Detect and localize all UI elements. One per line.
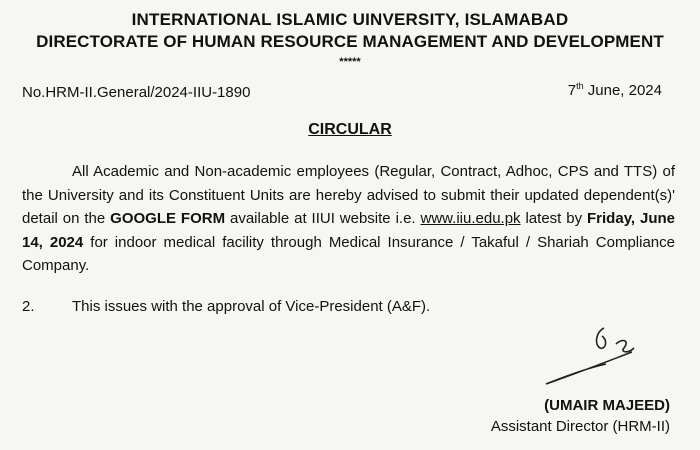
item-number: 2. [22, 298, 35, 315]
website-link[interactable]: www.iiu.edu.pk [420, 210, 521, 228]
item-text: This issues with the approval of Vice-President (A&F). [72, 298, 431, 315]
paragraph-text: latest by [520, 210, 588, 228]
signatory-designation: Assistant Director (HRM-II) [490, 418, 670, 435]
signatory-name: (UMAIR MAJEED) [544, 397, 670, 414]
document-title: CIRCULAR [308, 121, 392, 138]
university-name: INTERNATIONAL ISLAMIC UINVERSITY, ISLAMABAD [131, 10, 569, 29]
header-separator: ***** [339, 56, 361, 68]
body-paragraph [22, 160, 675, 278]
circular-date [568, 81, 662, 99]
deadline-emphasis: Friday, June 14, 2024 [22, 210, 676, 251]
reference-number: No.HRM-II.General/2024-IIU-1890 [22, 84, 251, 101]
date-month-year: June, 2024 [583, 82, 662, 99]
date-suffix: th [576, 81, 584, 91]
date-day: 7 [567, 82, 577, 99]
paragraph-text: available at IIUI website i.e. [225, 210, 421, 228]
paragraph-text: All Academic and Non-academic employees (Regular, Contract, Adhoc, CPS and TTS) of the University and its Constituent Units are hereby advised to submit their updated dependent(s)' detail on the [22, 163, 675, 228]
directorate-name: DIRECTORATE OF HUMAN RESOURCE MANAGEMENT AND DEVELOPMENT [36, 32, 664, 51]
handwritten-signature [536, 322, 646, 392]
paragraph-text: for indoor medical facility through Medical Insurance / Takaful / Shariah Compliance Company. [22, 233, 675, 275]
google-form-emphasis: GOOGLE FORM [110, 210, 226, 228]
